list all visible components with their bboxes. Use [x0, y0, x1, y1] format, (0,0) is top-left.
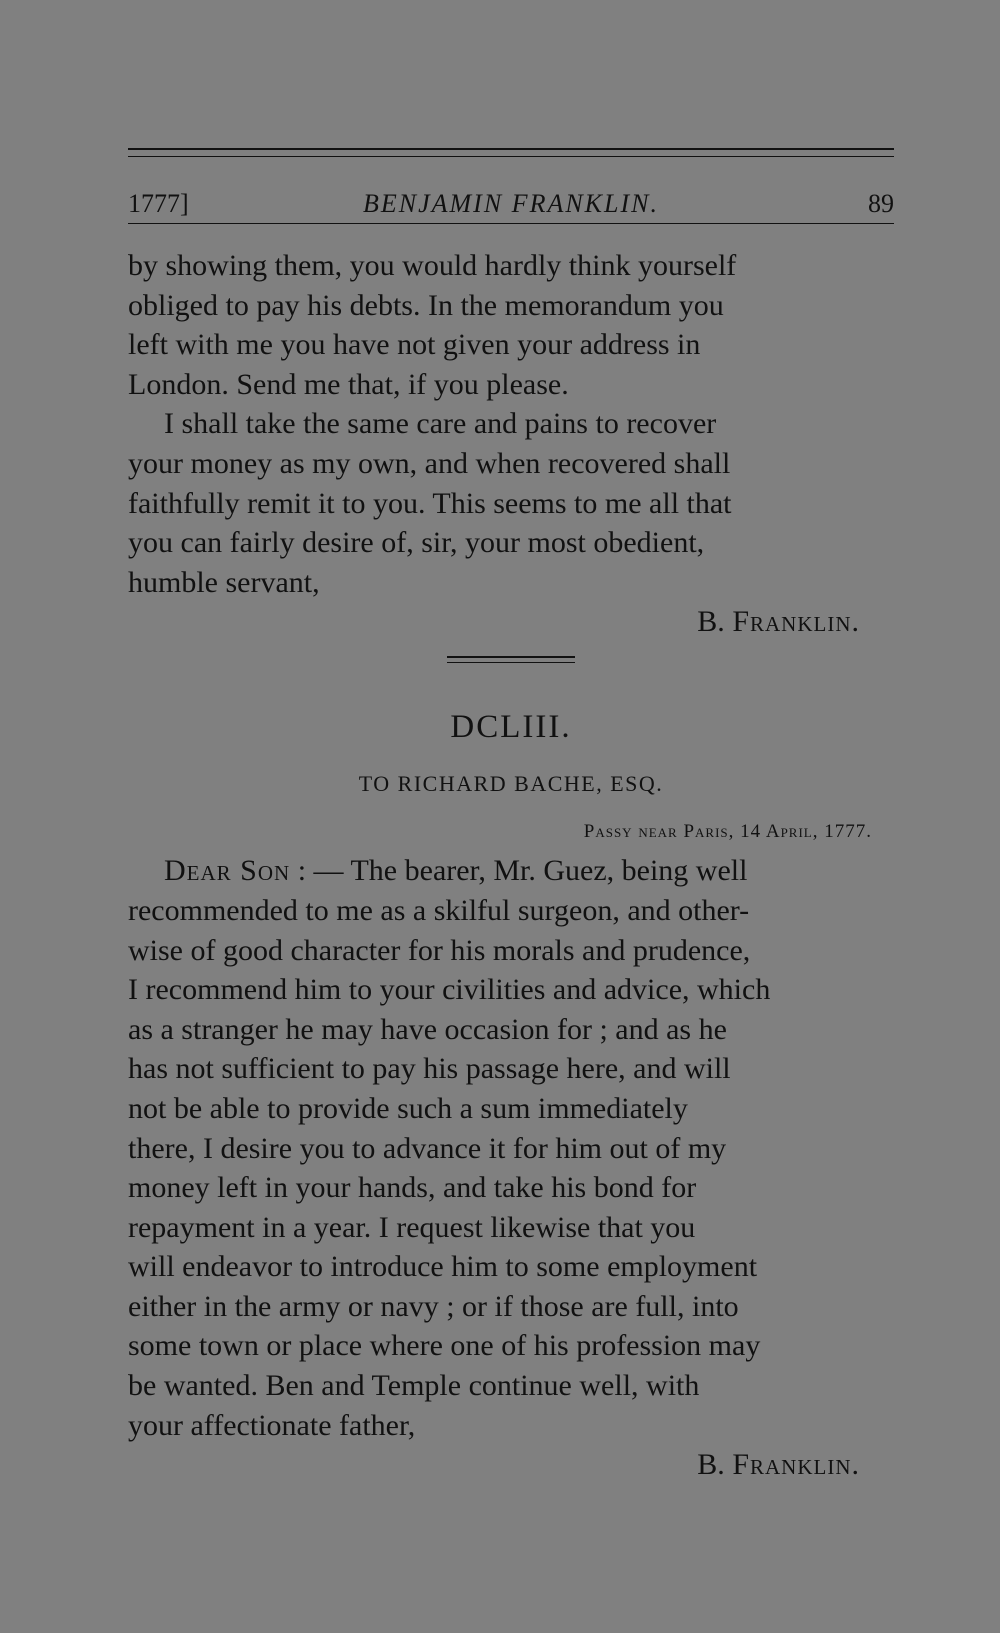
text-line: obliged to pay his debts. In the memorandum you [128, 288, 724, 322]
text-line: money left in your hands, and take his bond for [128, 1171, 697, 1205]
salutation-punct: : — [290, 854, 351, 888]
text-line: some town or place where one of his profession may [128, 1329, 761, 1363]
running-head-year: 1777] [128, 189, 189, 218]
text-line: London. Send me that, if you please. [128, 367, 569, 401]
text-line: by showing them, you would hardly think yourself [128, 249, 737, 282]
letter-number: DCLIII. [450, 709, 572, 746]
text-line: repayment in a year. I request likewise that you [128, 1210, 696, 1244]
book-page [128, 148, 894, 1485]
text-line: be wanted. Ben and Temple continue well, with [128, 1369, 700, 1403]
text-line [128, 851, 894, 891]
text-line: will endeavor to introduce him to some employment [128, 1250, 758, 1284]
signature [128, 602, 894, 642]
text-line: has not sufficient to pay his passage here, and will [128, 1052, 731, 1086]
letter-dateline: Passy near Paris, 14 April, 1777. [583, 821, 872, 843]
header-double-rule [128, 148, 894, 157]
text-line: your affectionate father, [128, 1408, 416, 1442]
text-line: as a stranger he may have occasion for ; and as he [128, 1012, 727, 1046]
signature-name: Franklin. [732, 605, 860, 639]
text-line: there, I desire you to advance it for him out of my [128, 1131, 727, 1165]
signature [128, 1445, 894, 1485]
running-head [128, 157, 894, 223]
text-line: your money as my own, and when recovered shall [128, 446, 731, 480]
running-head-title: BENJAMIN FRANKLIN. [363, 189, 659, 218]
letter-body [128, 851, 894, 1485]
signature-initial: B. [697, 1448, 733, 1482]
signature-name: Franklin. [732, 1448, 860, 1482]
page-number: 89 [868, 189, 894, 218]
text-line: left with me you have not given your address in [128, 328, 701, 362]
section-divider [447, 656, 575, 663]
body-start: The bearer, Mr. Guez, being well [350, 854, 748, 888]
text-line: not be able to provide such a sum immediately [128, 1091, 688, 1125]
text-line: I recommend him to your civilities and advice, which [128, 973, 771, 1007]
letter-addressee: TO RICHARD BACHE, ESQ. [358, 771, 664, 797]
text-line: either in the army or navy ; or if those are full, into [128, 1289, 739, 1323]
text-line: recommended to me as a skilful surgeon, and other- [128, 893, 750, 927]
text-line: you can fairly desire of, sir, your most obedient, [128, 526, 705, 560]
salutation: Dear Son [164, 854, 291, 888]
signature-initial: B. [697, 605, 733, 639]
text-line: humble servant, [128, 565, 320, 599]
continuation-text [128, 246, 894, 642]
text-line: wise of good character for his morals and prudence, [128, 933, 751, 967]
header-rule [128, 223, 894, 224]
text-line: I shall take the same care and pains to recover [164, 407, 717, 441]
text-line: faithfully remit it to you. This seems to me all that [128, 486, 732, 520]
